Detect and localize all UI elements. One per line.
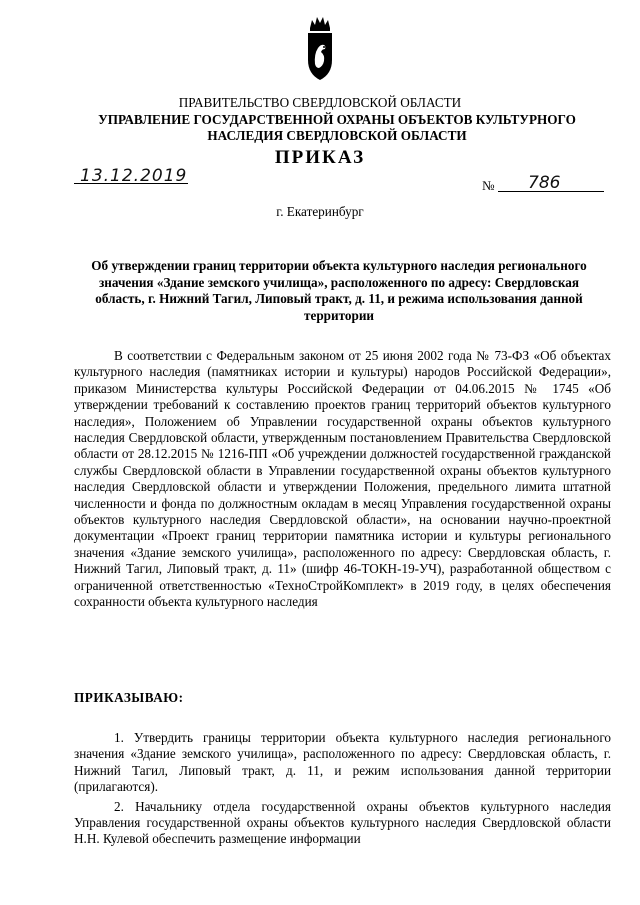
document-type: ПРИКАЗ (274, 147, 366, 168)
order-item: 2. Начальнику отдела государственной охраны объектов культурного наследия Управления государственной охраны объектов культурного наследия Свердловской области Н.Н. Кулевой обеспечить размещение информации (74, 798, 611, 847)
preamble-block (74, 348, 611, 611)
number-label: № (482, 178, 495, 193)
coat-of-arms-emblem (306, 14, 334, 82)
city: г. Екатеринбург (276, 204, 364, 219)
order-date: 13.12.2019 (80, 166, 188, 186)
government-name: ПРАВИТЕЛЬСТВО СВЕРДЛОВСКОЙ ОБЛАСТИ (178, 95, 462, 110)
document-title: Об утверждении границ территории объекта культурного наследия регионального значения «Здание земского училища», расположенного по адресу: Свердловская область, г. Нижний Тагил, Липовый тракт, д. 11, и режима использования данной территории (91, 258, 587, 323)
department-name: УПРАВЛЕНИЕ ГОСУДАРСТВЕННОЙ ОХРАНЫ ОБЪЕКТОВ КУЛЬТУРНОГО НАСЛЕДИЯ СВЕРДЛОВСКОЙ ОБЛАСТИ (98, 112, 576, 143)
order-item: 1. Утвердить границы территории объекта культурного наследия регионального значения «Здание земского училища», расположенного по адресу: Свердловская область, г. Нижний Тагил, Липовый тракт, д. 11, и режим использования данной территории (прилагаются). (74, 730, 611, 795)
preamble-paragraph: В соответствии с Федеральным законом от 25 июня 2002 года № 73-ФЗ «Об объектах культурного наследия (памятниках истории и культуры) народов Российской Федерации», приказом Министерства культуры Российской Федерации от 04.06.2015 № 1745 «Об утверждении требований к составлению проектов границ территорий объектов культурного наследия», Положением об Управлении государственной охраны объектов культурного наследия Свердловской области, утвержденным постановлением Правительства Свердловской области от 28.12.2015 № 1216-ПП «Об учреждении должностей государственной гражданской службы Свердловской области в Управлении государственной охраны объектов культурного наследия Свердловской области и утверждении Положения, предельного лимита штатной численности и фонда по должностным окладам в месяц Управления государственной охраны объектов культурного наследия Свердловской области», на основании научно-проектной документации «Проект границ территории памятника истории и культуры регионального значения «Здание земского училища», расположенного по адресу: Свердловская область, г. Нижний Тагил, Липовый тракт, д. 11» (шифр 46-ТОКН-19-УЧ), разработанной обществом с ограниченной ответственностью «ТехноСтройКомплект» в 2019 году, в целях обеспечения сохранности объекта культурного наследия (74, 348, 611, 610)
order-items (74, 730, 611, 851)
orders-heading: ПРИКАЗЫВАЮ: (74, 690, 184, 705)
order-number: 786 (528, 173, 561, 193)
